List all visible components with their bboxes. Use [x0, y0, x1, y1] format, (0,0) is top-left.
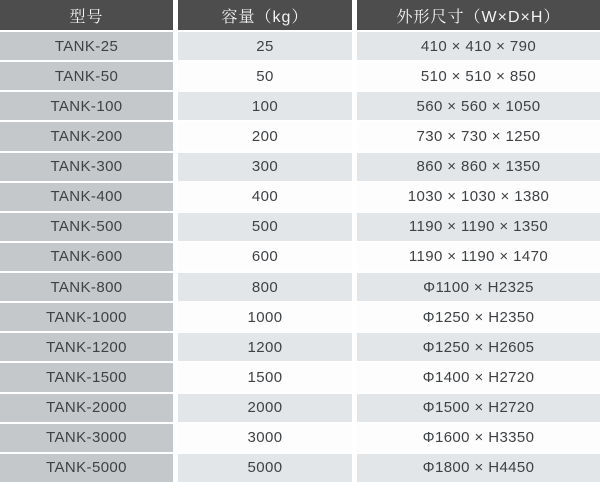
- cell-model: TANK-200: [0, 122, 173, 150]
- cell-model: TANK-1000: [0, 303, 173, 331]
- cell-dimensions: 1190 × 1190 × 1470: [357, 243, 600, 271]
- cell-model: TANK-500: [0, 213, 173, 241]
- header-cell-capacity: 容量（kg）: [178, 0, 352, 30]
- cell-model: TANK-5000: [0, 454, 173, 482]
- cell-capacity: 1000: [178, 303, 352, 331]
- cell-capacity: 400: [178, 183, 352, 211]
- header-cell-model: 型号: [0, 0, 173, 30]
- cell-capacity: 1500: [178, 363, 352, 391]
- cell-capacity: 1200: [178, 333, 352, 361]
- cell-model: TANK-400: [0, 183, 173, 211]
- cell-capacity: 50: [178, 62, 352, 90]
- cell-capacity: 5000: [178, 454, 352, 482]
- header-cell-dimensions: 外形尺寸（W×D×H）: [357, 0, 600, 30]
- cell-capacity: 800: [178, 273, 352, 301]
- cell-dimensions: 510 × 510 × 850: [357, 62, 600, 90]
- cell-dimensions: 1030 × 1030 × 1380: [357, 183, 600, 211]
- cell-model: TANK-1500: [0, 363, 173, 391]
- cell-dimensions: Φ1250 × H2350: [357, 303, 600, 331]
- cell-dimensions: 1190 × 1190 × 1350: [357, 213, 600, 241]
- cell-capacity: 600: [178, 243, 352, 271]
- cell-capacity: 500: [178, 213, 352, 241]
- cell-model: TANK-3000: [0, 424, 173, 452]
- cell-dimensions: 410 × 410 × 790: [357, 32, 600, 60]
- cell-dimensions: 560 × 560 × 1050: [357, 92, 600, 120]
- cell-capacity: 200: [178, 122, 352, 150]
- cell-model: TANK-1200: [0, 333, 173, 361]
- cell-capacity: 25: [178, 32, 352, 60]
- cell-model: TANK-800: [0, 273, 173, 301]
- cell-model: TANK-25: [0, 32, 173, 60]
- cell-dimensions: Φ1800 × H4450: [357, 454, 600, 482]
- cell-dimensions: 860 × 860 × 1350: [357, 153, 600, 181]
- cell-model: TANK-300: [0, 153, 173, 181]
- cell-model: TANK-2000: [0, 394, 173, 422]
- cell-dimensions: Φ1400 × H2720: [357, 363, 600, 391]
- cell-model: TANK-50: [0, 62, 173, 90]
- cell-model: TANK-600: [0, 243, 173, 271]
- cell-capacity: 3000: [178, 424, 352, 452]
- cell-dimensions: Φ1100 × H2325: [357, 273, 600, 301]
- cell-capacity: 300: [178, 153, 352, 181]
- cell-capacity: 2000: [178, 394, 352, 422]
- cell-dimensions: 730 × 730 × 1250: [357, 122, 600, 150]
- cell-dimensions: Φ1600 × H3350: [357, 424, 600, 452]
- cell-capacity: 100: [178, 92, 352, 120]
- cell-dimensions: Φ1250 × H2605: [357, 333, 600, 361]
- cell-dimensions: Φ1500 × H2720: [357, 394, 600, 422]
- cell-model: TANK-100: [0, 92, 173, 120]
